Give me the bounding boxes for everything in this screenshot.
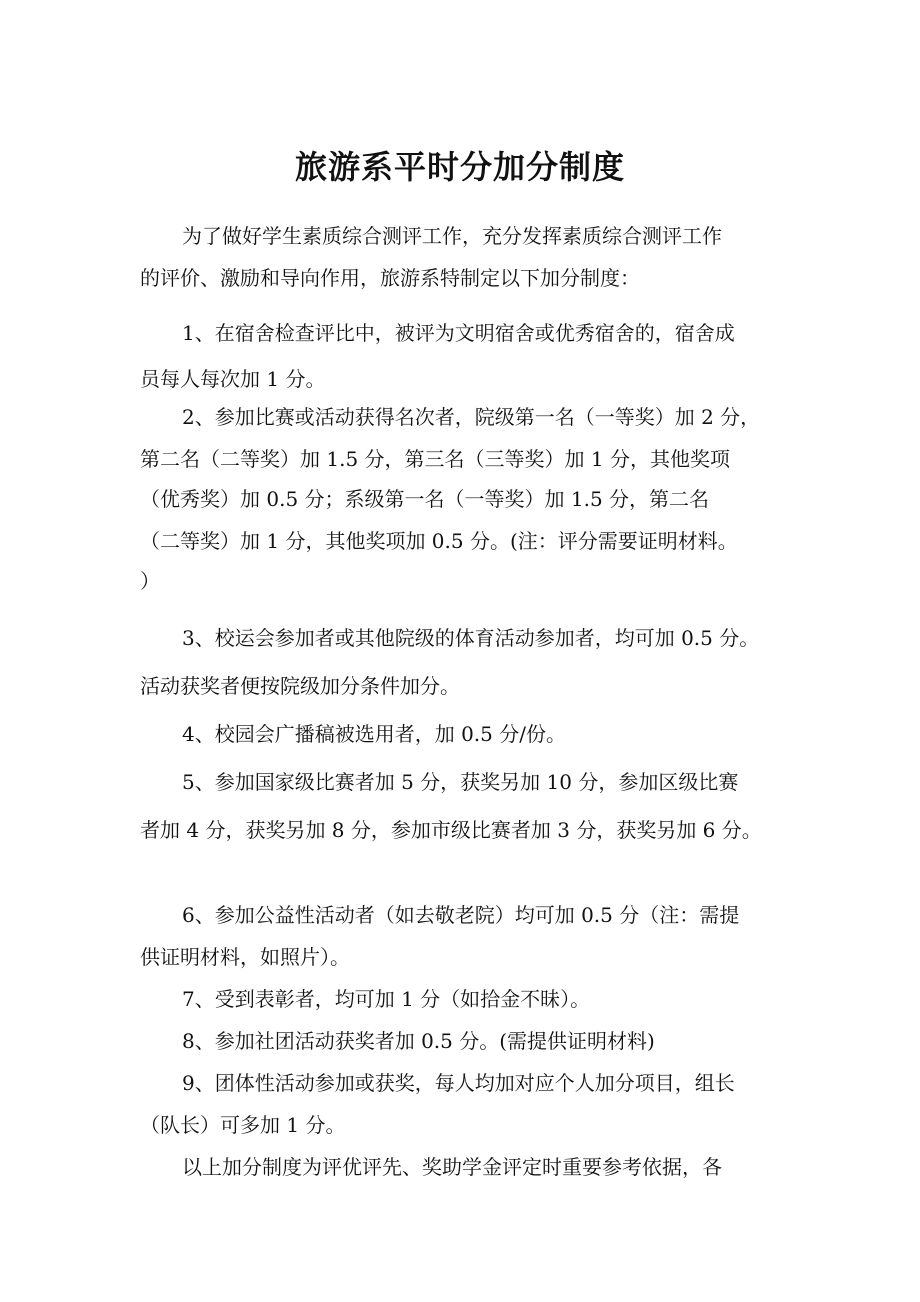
item1-line-2: 员每人每次加 1 分。 xyxy=(140,367,326,391)
item6-line-2: 供证明材料，如照片）。 xyxy=(140,945,350,969)
item5-line-2: 者加 4 分，获奖另加 8 分，参加市级比赛者加 3 分，获奖另加 6 分。 xyxy=(140,818,762,842)
item2-line-3: （优秀奖）加 0.5 分；系级第一名（一等奖）加 1.5 分，第二名 xyxy=(140,487,710,511)
item2-line-5: ） xyxy=(140,569,160,593)
item4-line-1: 4、校园会广播稿被选用者，加 0.5 分/份。 xyxy=(182,722,566,746)
item9-line-2: （队长）可多加 1 分。 xyxy=(140,1113,346,1137)
item7-line-1: 7、受到表彰者，均可加 1 分（如拾金不昧）。 xyxy=(182,987,591,1011)
item5-line-1: 5、参加国家级比赛者加 5 分，获奖另加 10 分，参加区级比赛 xyxy=(182,770,739,794)
item2-line-4: （二等奖）加 1 分，其他奖项加 0.5 分。(注：评分需要证明材料。 xyxy=(140,529,738,553)
item6-line-1: 6、参加公益性活动者（如去敬老院）均可加 0.5 分（注：需提 xyxy=(182,903,740,927)
intro-line-1: 为了做好学生素质综合测评工作，充分发挥素质综合测评工作 xyxy=(182,224,722,248)
intro-line-2: 的评价、激励和导向作用，旅游系特制定以下加分制度： xyxy=(140,266,640,290)
item2-line-2: 第二名（二等奖）加 1.5 分，第三名（三等奖）加 1 分，其他奖项 xyxy=(140,447,730,471)
item3-line-1: 3、校运会参加者或其他院级的体育活动参加者，均可加 0.5 分。 xyxy=(182,626,760,650)
item2-line-1: 2、参加比赛或活动获得名次者，院级第一名（一等奖）加 2 分， xyxy=(182,405,761,429)
item3-line-2: 活动获奖者便按院级加分条件加分。 xyxy=(140,674,460,698)
item9-line-1: 9、团体性活动参加或获奖，每人均加对应个人加分项目，组长 xyxy=(182,1071,735,1095)
item8-line-1: 8、参加社团活动获奖者加 0.5 分。(需提供证明材料) xyxy=(182,1029,655,1053)
closing-line-1: 以上加分制度为评优评先、奖助学金评定时重要参考依据，各 xyxy=(182,1155,722,1179)
item1-line-1: 1、在宿舍检查评比中，被评为文明宿舍或优秀宿舍的，宿舍成 xyxy=(182,321,735,345)
document-title: 旅游系平时分加分制度 xyxy=(294,148,625,186)
